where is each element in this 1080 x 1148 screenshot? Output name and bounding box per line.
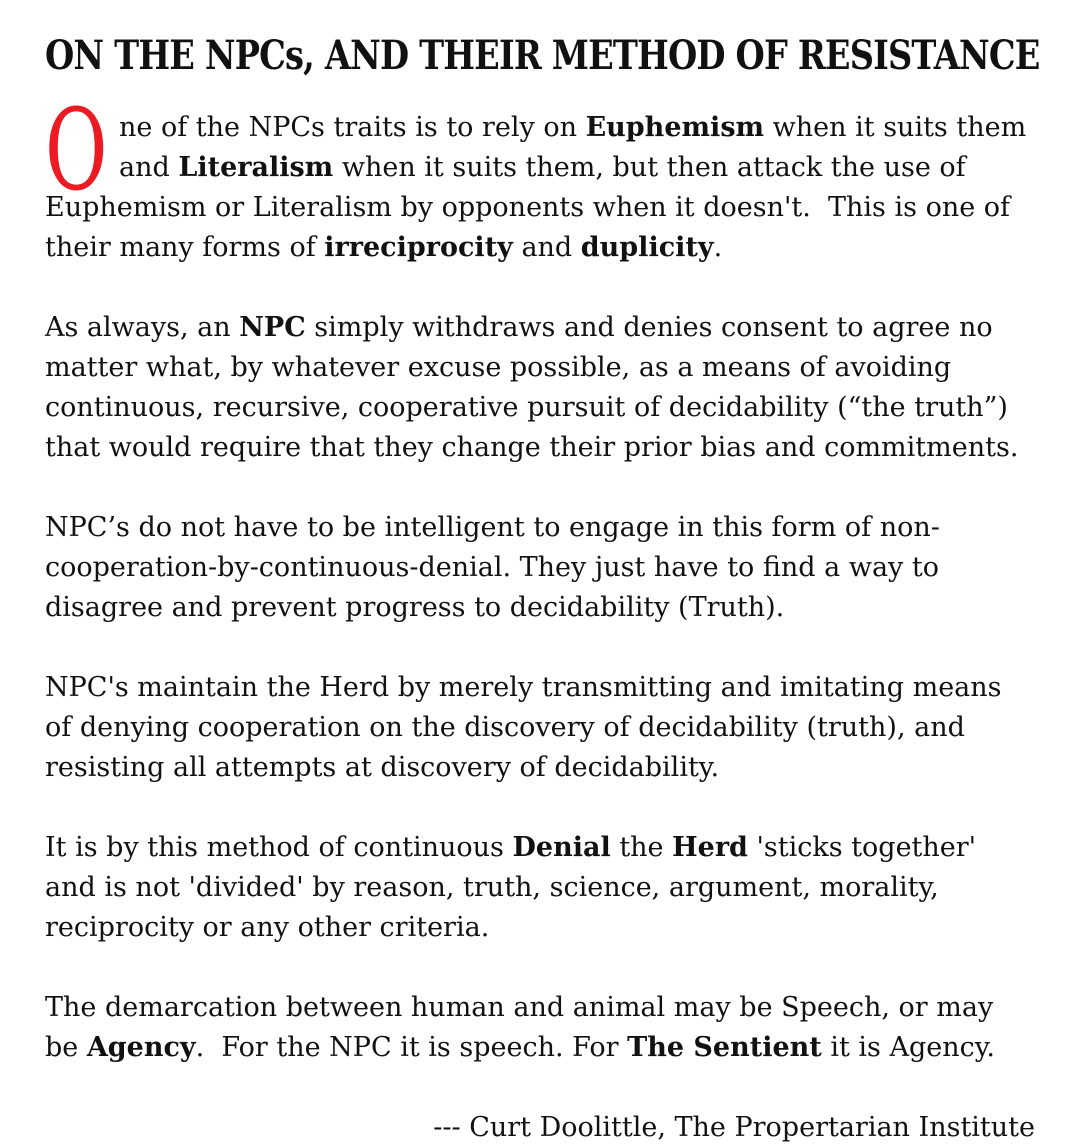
text-run: duplicity [580,232,714,263]
text-run: The demarcation between human and animal may be Speech, or may be [45,992,994,1063]
body-text [45,86,1035,1068]
text-run: and [512,232,581,263]
text-run: ne of the NPCs traits is to rely on [119,112,586,143]
paragraph [45,988,1035,1068]
text-run: 'sticks together' and is not 'divided' by reason, truth, science, argument, morality, reciprocity or any other criteria. [45,832,977,943]
text-run: NPC [239,312,306,343]
page-title: ON THE NPCs, AND THEIR METHOD OF RESISTANCE [45,32,1040,79]
paragraph [45,828,1035,948]
text-run: simply withdraws and denies consent to agree no matter what, by whatever excuse possible, as a means of avoiding continuous, recursive, cooperative pursuit of decidability (“the truth”) that would require that they change their prior bias and commitments. [45,312,1019,463]
text-run: Euphemism [585,112,765,143]
text-run: when it suits them, but then attack the use of Euphemism or Literalism by opponents when it doesn't. This is one of their many forms of [45,152,1011,263]
text-run: Agency [86,1032,196,1063]
paragraph [45,86,1035,268]
text-run: As always, an [45,312,240,343]
text-run: irreciprocity [324,232,513,263]
text-run: Herd [672,832,748,863]
text-run: . For the NPC it is speech. For [195,1032,628,1063]
text-run: It is by this method of continuous [45,832,513,863]
text-run: . [713,232,723,263]
text-run: when it suits them and [119,112,1027,183]
text-run: NPC’s do not have to be intelligent to engage in this form of non-cooperation-by-continuous-denial. They just have to find a way to disagree and prevent progress to decidability (Truth). [45,512,940,623]
text-run: Literalism [178,152,334,183]
attribution: --- Curt Doolittle, The Propertarian Institute [433,1112,1035,1143]
text-run: The Sentient [627,1032,822,1063]
text-run: NPC's maintain the Herd by merely transmitting and imitating means of denying cooperation on the discovery of decidability (truth), and resisting all attempts at discovery of decidability. [45,672,1002,783]
text-run: the [610,832,673,863]
paragraph [45,508,1035,628]
paragraph [45,308,1035,468]
text-run: Denial [512,832,611,863]
drop-cap-letter: O [45,86,108,216]
text-run: it is Agency. [821,1032,995,1063]
paragraph [45,668,1035,788]
drop-cap [45,86,111,216]
